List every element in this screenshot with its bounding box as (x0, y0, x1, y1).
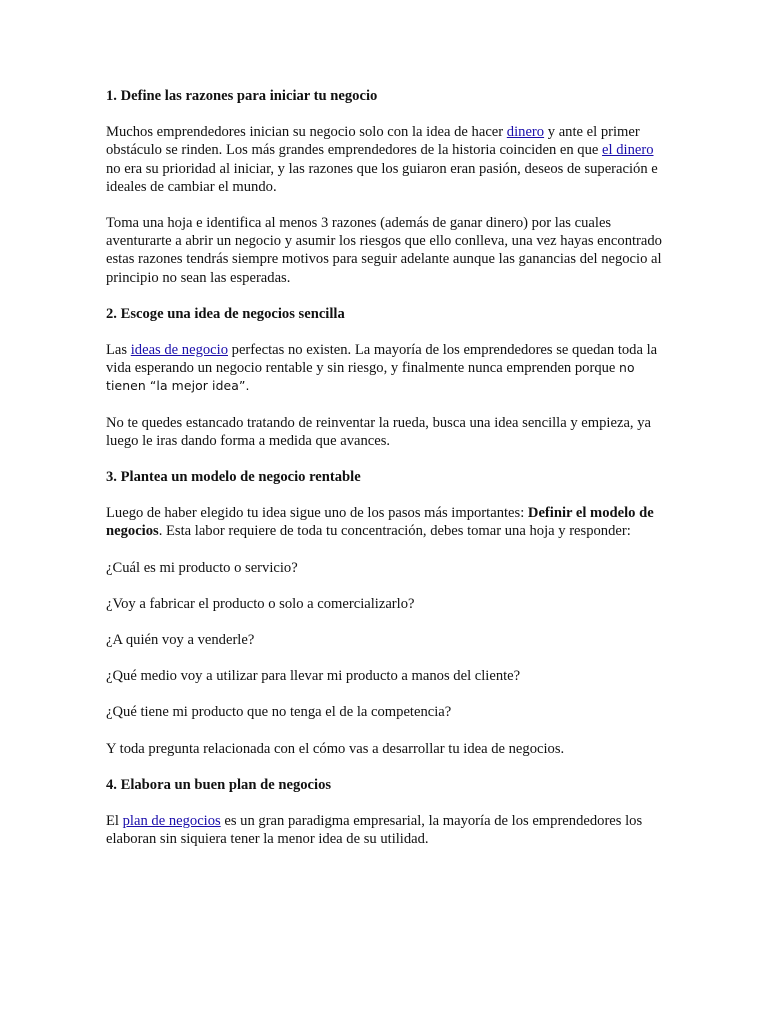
question-3: ¿A quién voy a venderle? (106, 632, 255, 649)
text: . Esta labor requiere de toda tu concentración, debes tomar una hoja y responder: (158, 523, 631, 540)
bold-text: Definir el modelo de negocios (106, 505, 654, 540)
text: Luego de haber elegido tu idea sigue uno de los pasos más importantes: (106, 505, 528, 522)
section-3-paragraph-1 (106, 504, 668, 540)
link-ideas-de-negocio[interactable]: ideas de negocio (130, 342, 228, 359)
link-plan-de-negocios[interactable]: plan de negocios (122, 813, 221, 830)
text: y ante el primer obstáculo se rinden. Los más grandes emprendedores de la historia coinciden en que (106, 124, 640, 159)
question-2: ¿Voy a fabricar el producto o solo a comercializarlo? (106, 595, 415, 612)
section-4-heading: 4. Elabora un buen plan de negocios (106, 776, 332, 793)
link-dinero[interactable]: dinero (506, 124, 545, 141)
text: no era su prioridad al iniciar, y las razones que los guiaron eran pasión, deseos de superación e ideales de cambiar el mundo. (106, 160, 658, 195)
section-1-paragraph-1 (106, 123, 668, 196)
text: Muchos emprendedores inician su negocio solo con la idea de hacer (106, 124, 507, 141)
section-3-heading: 3. Plantea un modelo de negocio rentable (106, 469, 361, 486)
section-1-paragraph-2: Toma una hoja e identifica al menos 3 razones (además de ganar dinero) por las cuales aventurarte a abrir un negocio y asumir los riesgos que ello conlleva, una vez hayas encontrado estas razones tendrás siempre motivos para seguir adelante aunque las ganancias del negocio al principio no sean las esperadas. (106, 215, 662, 286)
section-1-heading: 1. Define las razones para iniciar tu negocio (106, 88, 378, 104)
question-1: ¿Cuál es mi producto o servicio? (106, 559, 298, 576)
text-sans-quote: no tienen “la mejor idea”. (106, 360, 635, 394)
text: El (106, 813, 123, 830)
section-2-paragraph-2: No te quedes estancado tratando de reinventar la rueda, busca una idea sencilla y empieza, ya luego le iras dando forma a medida que avances. (106, 414, 651, 449)
question-5: ¿Qué tiene mi producto que no tenga el de la competencia? (106, 704, 452, 721)
text: Las (106, 342, 131, 359)
section-3-closing: Y toda pregunta relacionada con el cómo vas a desarrollar tu idea de negocios. (106, 740, 565, 757)
text: perfectas no existen. La mayoría de los emprendedores se quedan toda la vida esperando un negocio rentable y sin riesgo, y finalmente nunca emprenden porque (106, 342, 658, 377)
text: es un gran paradigma empresarial, la mayoría de los emprendedores los elaboran sin siquiera tener la menor idea de su utilidad. (106, 813, 643, 848)
question-4: ¿Qué medio voy a utilizar para llevar mi producto a manos del cliente? (106, 668, 521, 685)
link-el-dinero[interactable]: el dinero (602, 142, 654, 159)
section-2-heading: 2. Escoge una idea de negocios sencilla (106, 305, 345, 322)
section-4-paragraph-1 (106, 812, 668, 848)
section-2-paragraph-1 (106, 341, 668, 396)
